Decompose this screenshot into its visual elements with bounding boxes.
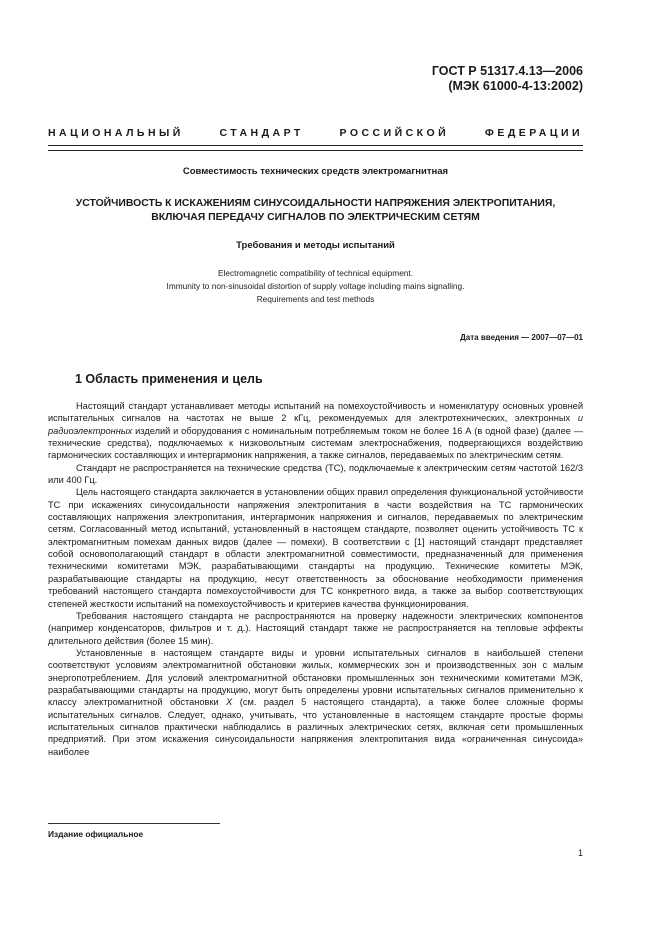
- heading-rule-top: [48, 145, 583, 146]
- english-title-line2: Immunity to non-sinusoidal distortion of supply voltage including mains signalling.: [166, 281, 465, 291]
- paragraph-1: [48, 400, 583, 462]
- document-subtitle: Совместимость технических средств электромагнитная: [182, 166, 449, 177]
- english-title-line1: Electromagnetic compatibility of technical equipment.: [217, 268, 414, 278]
- footer-rule: [48, 823, 220, 824]
- paragraph-5-part-b: (см. раздел 5 настоящего стандарта), а также более сложные формы испытательных сигналов. Следует, однако, учитывать, что установленные в настоящем стандарте простые формы испытательных сигналов практически наблюдались в различных электрических сетях, включая сети промышленных предприятий. При этом искажения синусоидальности напряжения электропитания вида «ограниченная синусоида» наиболее: [48, 697, 583, 757]
- edition-note: Издание официальное: [48, 829, 144, 839]
- paragraph-5-italic: X: [226, 697, 233, 708]
- english-title: [48, 267, 583, 306]
- english-title-line3: Requirements and test methods: [256, 294, 375, 304]
- body-text: [48, 400, 583, 758]
- paragraph-1-italic: и радиоэлектронных: [48, 413, 583, 436]
- standard-code-gost: ГОСТ Р 51317.4.13—2006: [431, 64, 583, 78]
- heading-rule-bottom: [48, 150, 583, 151]
- document-subtitle-requirements: Требования и методы испытаний: [236, 240, 395, 251]
- document-title-line1: УСТОЙЧИВОСТЬ К ИСКАЖЕНИЯМ СИНУСОИДАЛЬНОСТИ НАПРЯЖЕНИЯ ЭЛЕКТРОПИТАНИЯ,: [75, 198, 556, 209]
- paragraph-2: Стандарт не распространяется на технические средства (ТС), подключаемые к электрическим сетям частотой 162/3 или 400 Гц.: [48, 462, 583, 486]
- paragraph-1-part-b: изделий и оборудования с номинальным потребляемым током не более 16 А (в одной фазе) (далее — технические средства), подключаемых к низковольтным системам электроснабжения, подвергающихся воздействию гармонических составляющих и интергармоник напряжения, а также сигналов, передаваемых по электрическим сетям.: [48, 425, 583, 461]
- document-title: [48, 197, 583, 225]
- page-number: 1: [577, 848, 583, 858]
- standard-code: [432, 64, 583, 94]
- paragraph-5: [48, 647, 583, 758]
- paragraph-5-part-a: Установленные в настоящем стандарте виды и уровни испытательных сигналов в наибольшей степени соответствуют условиям электромагнитной обстановки жилых, коммерческих зон и производственных зон с малым энергопотреблением. Для условий электромагнитной обстановки промышленных зон техническими комитетами МЭК, разрабатывающими стандарты на продукцию, могут быть определены уровни испытательных сигналов применительно к классу электромагнитной обстановки: [48, 647, 583, 708]
- national-standard-heading: НАЦИОНАЛЬНЫЙ СТАНДАРТ РОССИЙСКОЙ ФЕДЕРАЦИИ: [48, 127, 583, 139]
- section-heading: 1 Область применения и цель: [75, 372, 263, 386]
- document-title-line2: ВКЛЮЧАЯ ПЕРЕДАЧУ СИГНАЛОВ ПО ЭЛЕКТРИЧЕСКИМ СЕТЯМ: [151, 212, 480, 223]
- standard-code-iec: (МЭК 61000-4-13:2002): [448, 79, 583, 93]
- paragraph-3: Цель настоящего стандарта заключается в установлении общих правил определения функциональной устойчивости ТС при искажениях синусоидальности напряжения электропитания в части воздействия на ТС гармонических составляющих напряжения электропитания, интергармоник напряжения и сигналов, передаваемых по электрическим сетям. Согласованный метод испытаний, установленный в настоящем стандарте, позволяет оценить устойчивость ТС к электромагнитным помехам данных видов (далее — помехи). В соответствии с [1] настоящий стандарт представляет собой основополагающий стандарт в области электромагнитной совместимости, предназначенный для применения техническими комитетами МЭК, разрабатывающими стандарты на продукцию. Технические комитеты МЭК, разрабатывающие стандарты на продукцию, несут ответственность за обоснование необходимости применения требований настоящего стандарта помехоустойчивости для ТС конкретного вида, а также за выбор соответствующих степеней жесткости испытаний на помехоустойчивость и критериев качества функционирования.: [48, 487, 583, 609]
- introduction-date: Дата введения — 2007—07—01: [460, 333, 583, 342]
- paragraph-4: Требования настоящего стандарта не распространяются на проверку надежности электрических компонентов (например конденсаторов, фильтров и т. д.). Настоящий стандарт также не распространяется на тепловые эффекты длительного действия (более 15 мин).: [48, 610, 583, 646]
- paragraph-1-part-a: Настоящий стандарт устанавливает методы испытаний на помехоустойчивость и номенклатуру основных уровней испытательных сигналов на частотах не выше 2 кГц, рекомендуемых для электротехнических, электронных: [48, 401, 583, 424]
